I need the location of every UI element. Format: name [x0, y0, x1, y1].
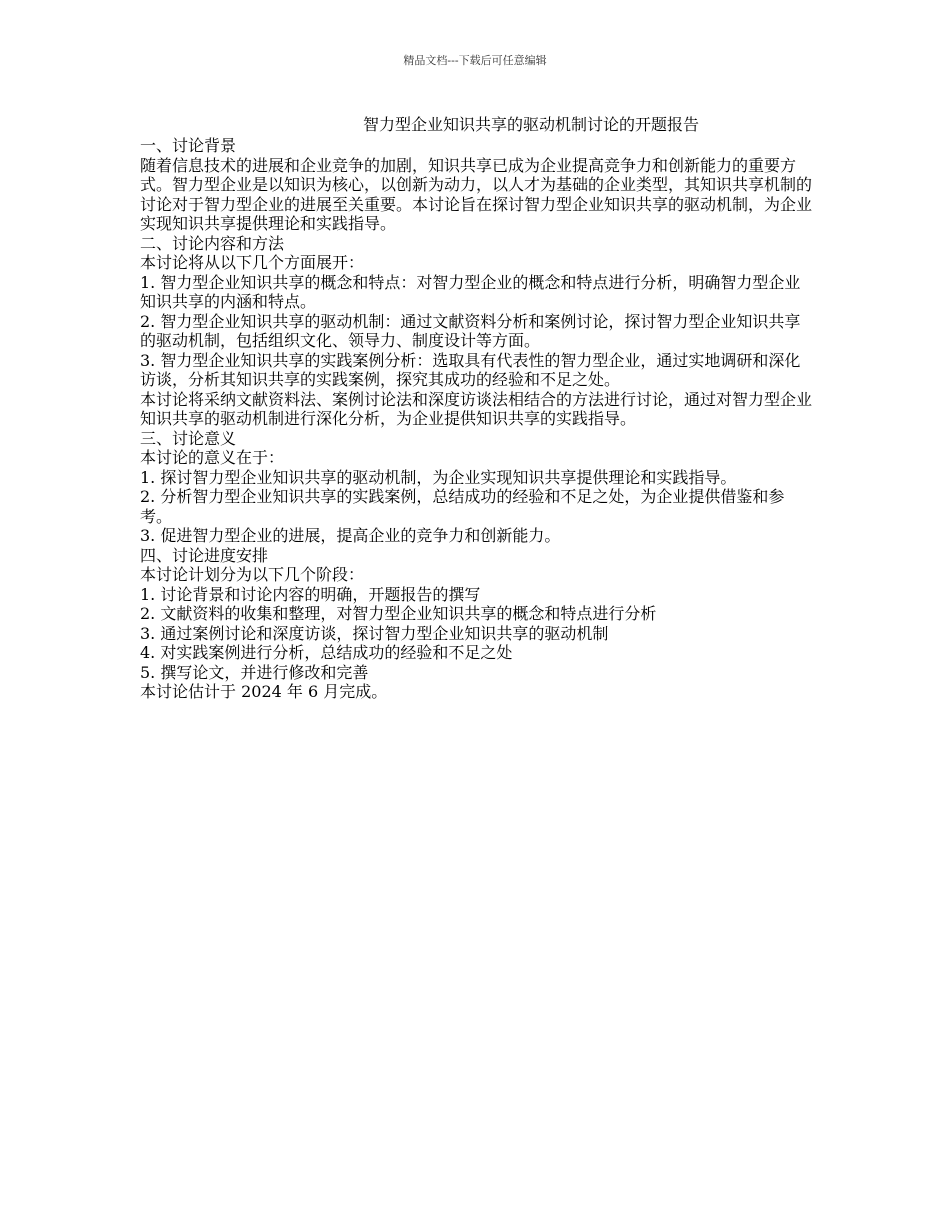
list-item: 2. 分析智力型企业知识共享的实践案例，总结成功的经验和不足之处，为企业提供借鉴和参考。 [140, 487, 785, 526]
background-paragraph: 随着信息技术的进展和企业竞争的加剧，知识共享已成为企业提高竞争力和创新能力的重要方式。智力型企业是以知识为核心，以创新为动力，以人才为基础的企业类型，其知识共享机制的讨论对于智力型企业的进展至关重要。本讨论旨在探讨智力型企业知识共享的驱动机制，为企业实现知识共享提供理论和实践指导。 [140, 155, 813, 233]
list-item: 2. 文献资料的收集和整理，对智力型企业知识共享的概念和特点进行分析 [140, 604, 657, 623]
list-item: 1. 智力型企业知识共享的概念和特点：对智力型企业的概念和特点进行分析，明确智力型企业知识共享的内涵和特点。 [140, 272, 801, 311]
page-header: 精品文档---下载后可任意编辑 [403, 54, 547, 67]
list-item: 3. 通过案例讨论和深度访谈，探讨智力型企业知识共享的驱动机制 [140, 623, 609, 643]
list-item: 1. 探讨智力型企业知识共享的驱动机制，为企业实现知识共享提供理论和实践指导。 [140, 467, 737, 487]
list-item: 3. 智力型企业知识共享的实践案例分析：选取具有代表性的智力型企业，通过实地调研和深化访谈，分析其知识共享的实践案例，探究其成功的经验和不足之处。 [140, 350, 801, 389]
section-heading-background: 一、讨论背景 [140, 136, 237, 155]
schedule-intro: 本讨论计划分为以下几个阶段： [140, 565, 365, 584]
list-item: 1. 讨论背景和讨论内容的明确，开题报告的撰写 [140, 584, 481, 604]
completion-date: 本讨论估计于 2024 年 6 月完成。 [140, 682, 388, 701]
section-heading-schedule: 四、讨论进度安排 [140, 545, 269, 565]
significance-intro: 本讨论的意义在于： [140, 448, 285, 467]
list-item: 5. 撰写论文，并进行修改和完善 [140, 662, 369, 682]
content-methods-intro: 本讨论将从以下几个方面展开： [140, 253, 365, 272]
list-item: 3. 促进智力型企业的进展，提高企业的竞争力和创新能力。 [140, 526, 561, 545]
method-paragraph: 本讨论将采纳文献资料法、案例讨论法和深度访谈法相结合的方法进行讨论，通过对智力型企业知识共享的驱动机制进行深化分析，为企业提供知识共享的实践指导。 [140, 389, 813, 428]
list-item: 2. 智力型企业知识共享的驱动机制：通过文献资料分析和案例讨论，探讨智力型企业知识共享的驱动机制，包括组织文化、领导力、制度设计等方面。 [140, 311, 801, 350]
list-item: 4. 对实践案例进行分析，总结成功的经验和不足之处 [140, 643, 513, 662]
document-body [140, 136, 816, 702]
section-heading-significance: 三、讨论意义 [140, 428, 237, 448]
section-heading-content-methods: 二、讨论内容和方法 [140, 233, 285, 253]
document-title: 智力型企业知识共享的驱动机制讨论的开题报告 [363, 115, 700, 134]
